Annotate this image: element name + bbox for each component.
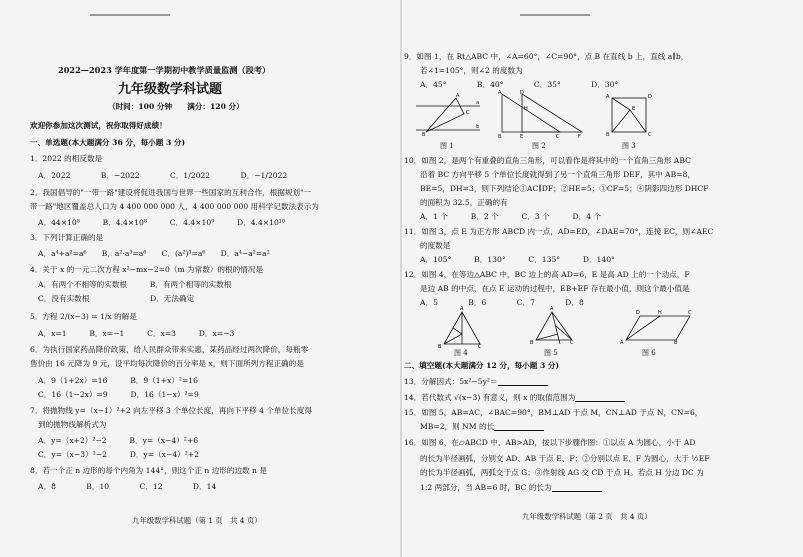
- question-options: A．2022 B．−2022 C．1/2022 D．−1/2022: [38, 171, 288, 180]
- question-options: A．x=1 B．x=−1 C．x=3 D．x=−3: [38, 329, 235, 338]
- parallelogram-abcd: [626, 316, 690, 340]
- question-options: C．没有实数根 D．无法确定: [38, 294, 195, 303]
- svg-text:D: D: [648, 94, 652, 100]
- figure-caption: 图 6: [642, 349, 656, 357]
- triangle-abc: [426, 98, 464, 132]
- svg-text:A: A: [460, 306, 464, 312]
- svg-text:C: C: [478, 344, 482, 350]
- question-options: A．44×10⁸ B．4.4×10⁸ C．4.4×10⁹ D．4.4×10¹⁰: [38, 218, 285, 227]
- square-abcd: [612, 98, 646, 132]
- path-fe-eb: [444, 328, 462, 344]
- question-line: 的面积为 32.5，正确的有: [420, 198, 508, 207]
- question-line: 8．若一个正 n 边形的每个内角为 144°，则这个正 n 边形的边数 n 是: [30, 466, 267, 475]
- svg-text:B: B: [530, 340, 534, 346]
- section-heading: 一、单选题(本大题满分 36 分，每小题 3 分): [30, 138, 186, 147]
- question-line: 3．下列计算正确的是: [30, 233, 104, 242]
- welcome-text: 欢迎你参加这次测试，祝你取得好成绩！: [30, 121, 167, 130]
- svg-text:D: D: [520, 90, 524, 96]
- time-info: （时间：100 分钟 满分：120 分）: [108, 102, 244, 111]
- question-line: 9．如图 1，在 Rt△ABC 中，∠A=60°，∠C=90°，点 B 在直线 b 上，直线 a∥b，: [404, 52, 689, 61]
- svg-text:D: D: [636, 310, 640, 316]
- question-line: 7．将抛物线 y=（x−1）²+2 向左平移 3 个单位长度，再向下平移 4 个单位长度得: [30, 406, 312, 415]
- figure-caption: 图 1: [440, 142, 454, 150]
- question-line: 13．分解因式：5x²−5y²＝: [404, 377, 548, 386]
- question-line: 10．如图 2，是两个有重叠的直角三角形，可以看作是将其中的一个直角三角形 ABC: [404, 156, 691, 165]
- question-line: 4．关于 x 的一元二次方程 x²−mx−2=0（m 为常数）的根的情况是: [30, 265, 263, 274]
- svg-text:C: C: [688, 310, 692, 316]
- question-line: 的长为半径画弧，分别交 AD、AB 于点 E、F；②分别以点 E、F 为圆心，大于 ½EF: [420, 454, 710, 463]
- svg-text:b: b: [476, 124, 480, 130]
- question-options: A．9（1+2x）=16 B．9（1+x）²=16: [38, 376, 198, 385]
- svg-text:A: A: [550, 306, 554, 312]
- figure-5-diagram: [530, 306, 574, 346]
- question-line: 是边 AB 的中点，在点 E 运动的过程中，EB+EF 存在最小值，则这个最小值是: [420, 284, 690, 293]
- question-options: A．有两个不相等的实数根 B．有两个相等的实数根: [38, 280, 232, 289]
- svg-text:H: H: [524, 106, 528, 112]
- page-footer: 九年级数学科试题（第 1 页 共 4 页）: [132, 516, 262, 525]
- question-line: 12．如图 4，在等边△ABC 中，BC 边上的高 AD=6，E 是高 AD 上的一个动点，F: [404, 270, 690, 279]
- question-options: A．1 个 B．2 个 C．3 个 D．4 个: [420, 212, 602, 221]
- figure-6-diagram: [620, 310, 694, 346]
- question-line: 到的抛物线解析式为: [38, 420, 107, 429]
- figure-caption: 图 4: [454, 349, 468, 357]
- question-line: 售价由 16 元降为 9 元，设平均每次降价的百分率是 x，则下面所列方程正确的是: [30, 359, 304, 368]
- figure-1-diagram: [416, 92, 482, 136]
- svg-text:F: F: [578, 134, 581, 140]
- segment-ae-ec: [612, 110, 646, 132]
- figure-caption: 图 5: [544, 349, 558, 357]
- question-line: 2．我国倡导的"一带一路"建设将促进我国与世界一些国家的互利合作，根据规划"一: [30, 188, 312, 197]
- question-line: 沿着 BC 方向平移 5 个单位长度就得到了另一个直角三角形 DEF，其中 AB=8，: [420, 170, 696, 179]
- question-line: 1:2 两部分，当 AB=6 时，BC 的长为: [420, 483, 602, 492]
- figure-caption: 图 2: [532, 142, 546, 150]
- figure-caption: 图 3: [622, 142, 636, 150]
- svg-text:A: A: [498, 90, 502, 96]
- svg-text:a: a: [476, 100, 480, 106]
- svg-text:A: A: [620, 340, 624, 346]
- question-options: C．16（1−2x）=9 D．16（1−x）²=9: [38, 390, 199, 399]
- section-heading: 二、填空题(本大题满分 12 分，每小题 3 分): [404, 361, 560, 370]
- svg-text:B: B: [674, 340, 678, 346]
- question-line: MB=2，则 NM 的长: [420, 422, 544, 431]
- question-options: A．y=（x+2）²−2 B．y=（x−4）²+6: [38, 436, 199, 445]
- question-line: 11．如图 3，点 E 为正方形 ABCD 内一点，AD=ED，∠DAE=70°，连接 EC，则∠AEC: [404, 227, 714, 236]
- question-line: 6．为执行国家药品降价政策，给人民群众带来实惠，某药品经过两次降价，每瓶零: [30, 345, 309, 354]
- svg-text:E: E: [632, 106, 636, 112]
- question-line: 1．2022 的相反数是: [30, 154, 103, 163]
- ray-ag: [626, 316, 660, 340]
- page-footer: 九年级数学科试题（第 2 页 共 4 页）: [522, 512, 652, 521]
- question-line: 的长为半径画弧，两弧交于点 G；③作射线 AG 交 CD 于点 H。若点 H 分边 DC 为: [420, 468, 704, 477]
- question-options: A．45° B．40° C．35° D．30°: [420, 80, 619, 89]
- question-line: 若∠1=105°，则∠2 的度数为: [420, 66, 523, 75]
- question-options: A．105° B．130° C．135° D．140°: [420, 255, 615, 264]
- question-line: BE=5，DH=3，则下列结论①AC∥DF；②HE=5；③CF=5；④阴影四边形 DHCF: [420, 184, 709, 193]
- svg-text:B: B: [498, 134, 502, 140]
- question-line: 14．若代数式 √(x−3) 有意义，则 x 的取值范围为: [404, 393, 625, 402]
- exam-title: 2022—2023 学年度第一学期初中教学质量监测（段考）: [58, 65, 271, 75]
- svg-text:H: H: [658, 310, 662, 316]
- svg-text:A: A: [606, 94, 610, 100]
- exam-page-2: [402, 0, 803, 557]
- svg-text:C: C: [648, 132, 652, 138]
- subject-title: 九年级数学科试题: [118, 82, 223, 97]
- question-line: 带一路"地区覆盖总人口为 4 400 000 000 人，4 400 000 000 用科学记数法表示为: [30, 202, 319, 211]
- svg-text:A: A: [456, 93, 460, 99]
- figure-3-diagram: [606, 94, 652, 138]
- svg-text:C: C: [570, 340, 574, 346]
- svg-text:E: E: [520, 134, 524, 140]
- svg-text:C: C: [556, 134, 560, 140]
- figure-4-diagram: [438, 306, 482, 350]
- svg-text:B: B: [438, 344, 442, 350]
- question-options: A．a⁴+a²=a⁶ B．a²·a³=a⁶ C．(a²)³=a⁶ D．a⁴−a²=a²: [38, 249, 270, 258]
- exam-page-1: [0, 0, 401, 557]
- question-options: C．y=（x−3）²−2 D．y=（x−4）²+2: [38, 450, 199, 459]
- question-line: 5．方程 2/(x−3) = 1/x 的解是: [30, 312, 137, 321]
- figure-2-diagram: [498, 90, 588, 140]
- svg-text:B: B: [422, 132, 426, 138]
- question-line: 的度数是: [420, 241, 451, 250]
- svg-text:C: C: [466, 110, 470, 116]
- question-options: A．8 B．10 C．12 D．14: [38, 482, 217, 491]
- svg-text:B: B: [606, 132, 610, 138]
- question-line: 16．如图 6，在▱ABCD 中，AB>AD，按以下步骤作图：①以点 A 为圆心，小于 AD: [404, 438, 696, 447]
- question-options: A．5 B．6 C．7 D．8: [420, 298, 584, 307]
- question-line: 15．如图 5，AB=AC，∠BAC=90°，BM⊥AD 于点 M，CN⊥AD 于点 N，CN=6，: [404, 408, 703, 417]
